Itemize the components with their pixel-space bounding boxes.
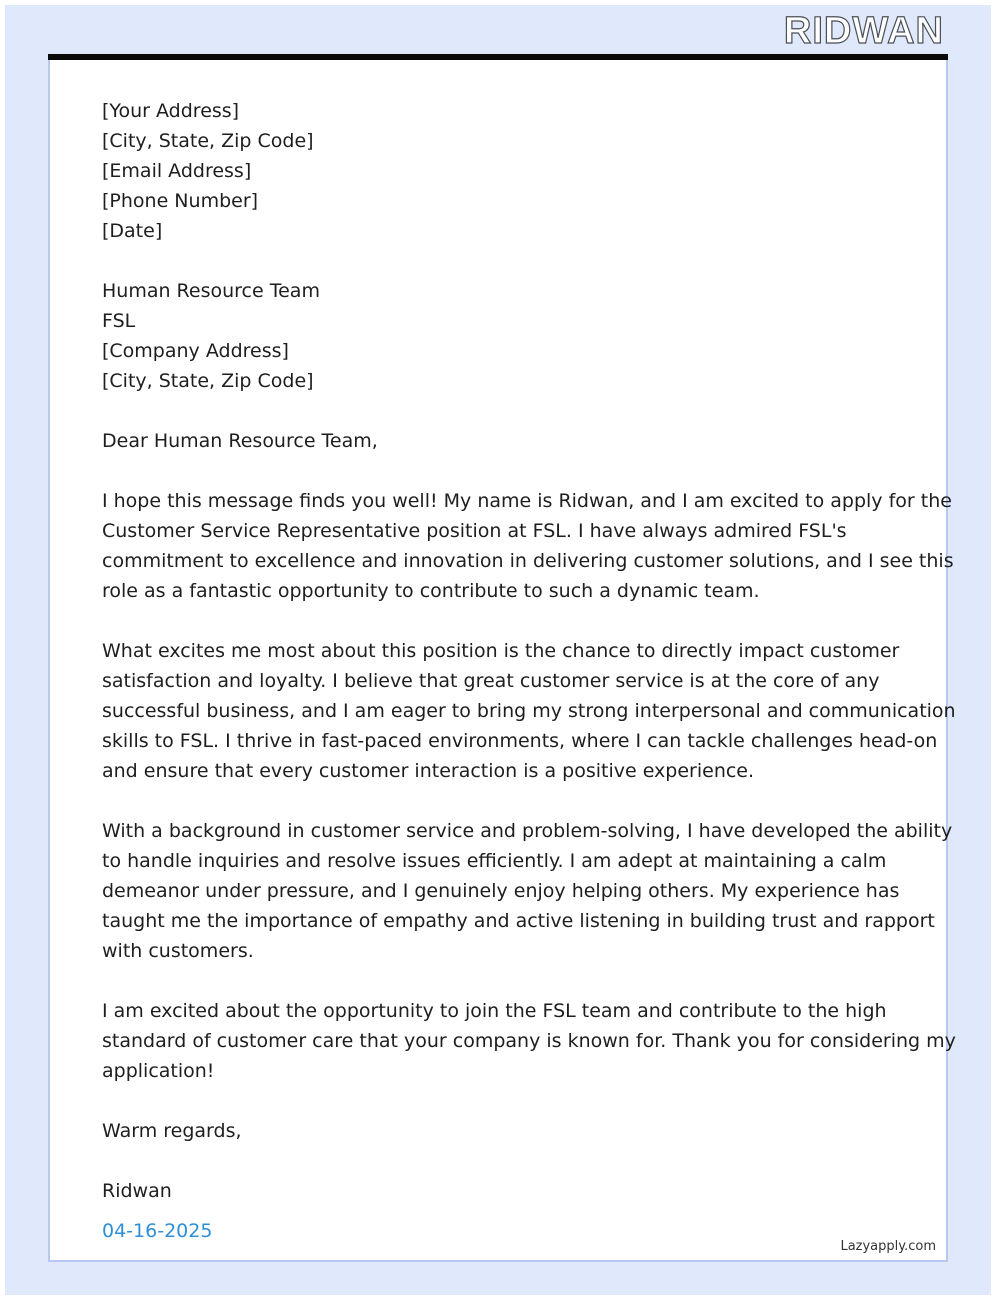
spacer — [102, 606, 902, 636]
spacer — [102, 786, 902, 816]
paragraph-line: taught me the importance of empathy and active listening in building trust and rapport — [102, 910, 935, 932]
paragraph-line: satisfaction and loyalty. I believe that great customer service is at the core of any — [102, 670, 880, 692]
paragraph-line: I am excited about the opportunity to join the FSL team and contribute to the high — [102, 1000, 887, 1022]
paragraph-4 — [102, 996, 956, 1086]
sender-email: [Email Address] — [102, 160, 252, 182]
letter-paper — [48, 60, 956, 1262]
paragraph-line: and ensure that every customer interaction is a positive experience. — [102, 760, 755, 782]
recipient-team: Human Resource Team — [102, 280, 320, 302]
paragraph-line: skills to FSL. I thrive in fast-paced environments, where I can tackle challenges head-on — [102, 730, 938, 752]
spacer — [102, 456, 902, 486]
paragraph-line: Customer Service Representative position at FSL. I have always admired FSL's — [102, 520, 847, 542]
cover-letter — [102, 96, 956, 1246]
sender-block — [102, 96, 902, 246]
spacer — [102, 1146, 902, 1176]
spacer — [102, 966, 902, 996]
paragraph-line: successful business, and I am eager to bring my strong interpersonal and communication — [102, 700, 956, 722]
recipient-address: [Company Address] — [102, 340, 289, 362]
paragraph-line: With a background in customer service and problem-solving, I have developed the ability — [102, 820, 953, 842]
paragraph-3 — [102, 816, 953, 966]
closing: Warm regards, — [102, 1120, 242, 1142]
sender-address: [Your Address] — [102, 100, 240, 122]
recipient-city: [City, State, Zip Code] — [102, 370, 314, 392]
paragraph-line: What excites me most about this position is the chance to directly impact customer — [102, 640, 900, 662]
paragraph-line: standard of customer care that your company is known for. Thank you for considering my — [102, 1030, 956, 1052]
paragraph-line: to handle inquiries and resolve issues efficiently. I am adept at maintaining a calm — [102, 850, 887, 872]
paragraph-line: with customers. — [102, 940, 254, 962]
paragraph-line: commitment to excellence and innovation in delivering customer solutions, and I see this — [102, 550, 954, 572]
paragraph-2 — [102, 636, 956, 786]
sender-date: [Date] — [102, 220, 163, 242]
letter-date: 04-16-2025 — [102, 1220, 213, 1242]
paragraph-line: role as a fantastic opportunity to contribute to such a dynamic team. — [102, 580, 760, 602]
paragraph-line: demeanor under pressure, and I genuinely enjoy helping others. My experience has — [102, 880, 900, 902]
sender-phone: [Phone Number] — [102, 190, 259, 212]
recipient-block — [102, 276, 902, 396]
spacer — [102, 1086, 902, 1116]
spacer — [102, 396, 902, 426]
watermark: Lazyapply.com — [840, 1239, 936, 1254]
paragraph-1 — [102, 486, 954, 606]
paragraph-line: application! — [102, 1060, 215, 1082]
salutation: Dear Human Resource Team, — [102, 430, 378, 452]
recipient-company: FSL — [102, 310, 136, 332]
spacer — [102, 246, 902, 276]
brand-name: RIDWAN — [783, 10, 944, 52]
signature: Ridwan — [102, 1180, 172, 1202]
sender-city: [City, State, Zip Code] — [102, 130, 314, 152]
paragraph-line: I hope this message finds you well! My name is Ridwan, and I am excited to apply for the — [102, 490, 952, 512]
